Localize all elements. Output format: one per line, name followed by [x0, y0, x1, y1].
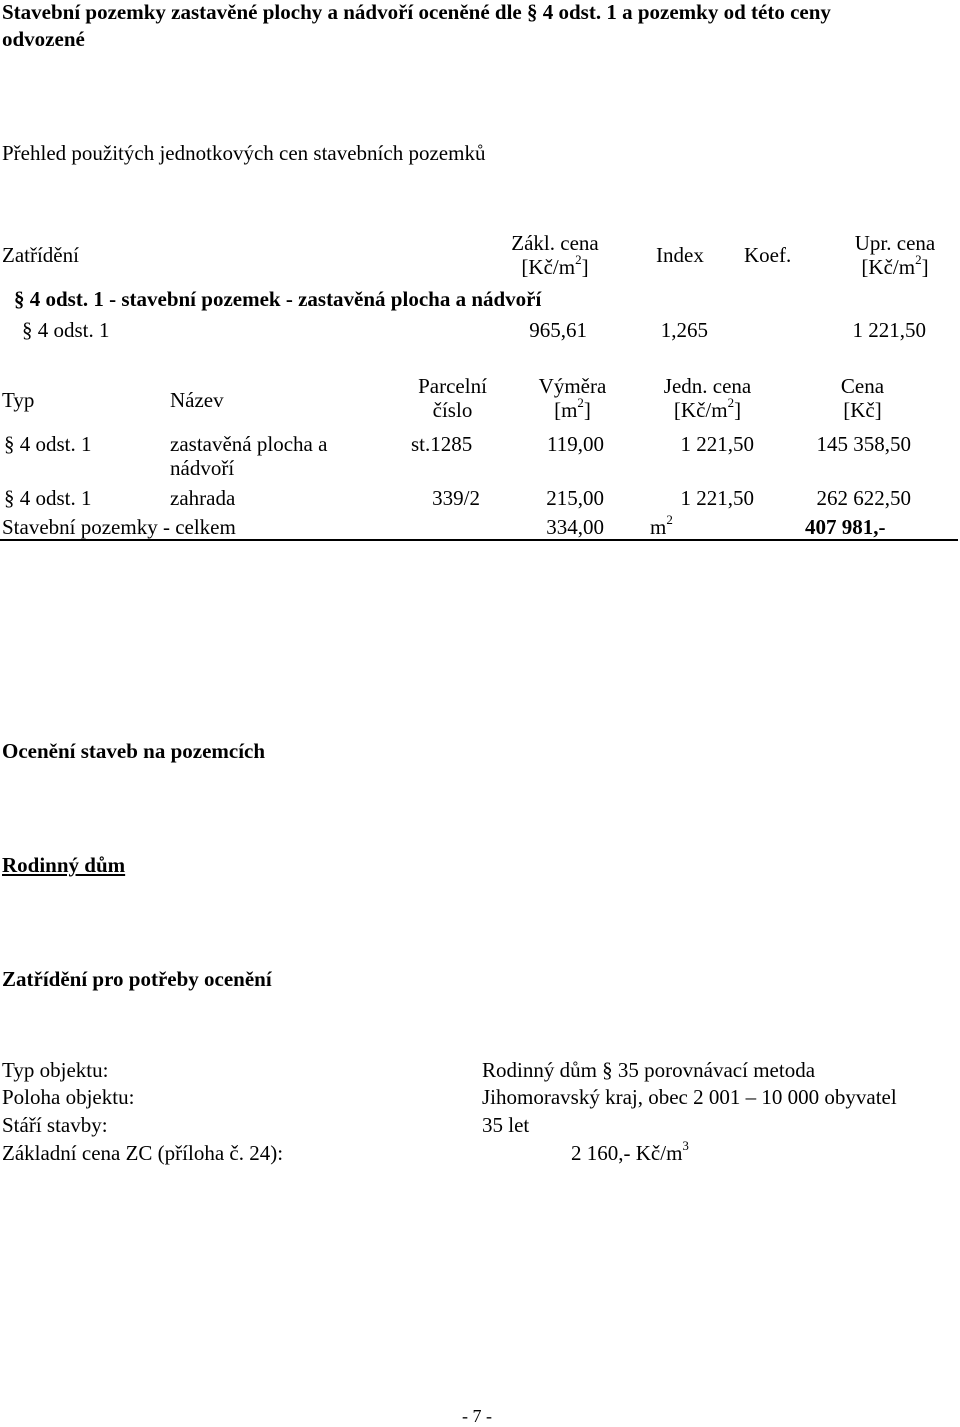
col-header-name: Název — [170, 388, 224, 412]
overview-heading: Přehled použitých jednotkových cen stavebních pozemků — [2, 141, 486, 165]
col-header-category: Zatřídění — [2, 243, 79, 267]
row-parcel: 339/2 — [432, 486, 480, 510]
property-value: Rodinný dům § 35 porovnávací metoda — [482, 1058, 816, 1082]
row-price: 262 622,50 — [816, 486, 911, 510]
price-row-base-price: 965,61 — [529, 318, 587, 342]
section-mark: § — [22, 318, 33, 342]
property-value: Jihomoravský kraj, obec 2 001 – 10 000 obyvatel — [482, 1085, 897, 1109]
total-price: 407 981,- — [805, 515, 886, 539]
row-parcel: st.1285 — [411, 432, 473, 456]
house-heading: Rodinný dům — [2, 853, 126, 877]
row-price: 145 358,50 — [816, 432, 911, 456]
row-unit-price: 1 221,50 — [680, 486, 754, 510]
col-header-area: Výměra $[m^2]$ — [538, 374, 607, 423]
property-value: 2 160,- $Kč/m^3$ — [571, 1138, 689, 1165]
col-header-parcel: Parcelní číslo — [418, 374, 487, 423]
price-row-index: 1,265 — [660, 318, 708, 342]
classification-heading: Zatřídění pro potřeby ocenění — [2, 967, 272, 991]
row-unit-price: 1 221,50 — [680, 432, 754, 456]
section-title-line1: Stavební pozemky zastavěné plochy a nádvoří oceněné dle § 4 odst. 1 a pozemky od této ceny — [2, 0, 831, 24]
price-row-category: § 4 odst. 1 — [22, 318, 110, 342]
row-area: 215,00 — [546, 486, 604, 510]
col-header-base-price: Zákl. cena $[Kč/m^2]$ — [511, 231, 599, 280]
section-mark: § — [4, 486, 15, 510]
col-header-index: Index — [656, 243, 704, 267]
total-area: 334,00 — [546, 515, 604, 539]
section-mark: § — [14, 287, 25, 311]
price-row-adj-price: 1 221,50 — [852, 318, 926, 342]
row-type: § 4 odst. 1 — [4, 486, 92, 510]
row-type: § 4 odst. 1 — [4, 432, 92, 456]
property-label: Základní cena ZC (příloha č. 24): — [2, 1141, 284, 1165]
section-mark: § — [4, 432, 15, 456]
row-name: zahrada — [170, 486, 236, 510]
buildings-heading: Ocenění staveb na pozemcích — [2, 739, 266, 763]
row-name: zastavěná plocha a nádvoří — [170, 432, 328, 481]
total-underline — [0, 539, 958, 541]
total-unit: $m^2$ — [650, 512, 673, 539]
property-label: Typ objektu: — [2, 1058, 109, 1082]
row-area: 119,00 — [547, 432, 604, 456]
property-label: Stáří stavby: — [2, 1113, 108, 1137]
col-header-coef: Koef. — [744, 243, 792, 267]
col-header-adj-price: Upr. cena $[Kč/m^2]$ — [854, 231, 936, 280]
col-header-price: Cena [Kč] — [840, 374, 885, 423]
col-header-type: Typ — [2, 388, 35, 412]
section-title-line2: odvozené — [2, 27, 85, 51]
price-group-label: § 4 odst. 1 - stavební pozemek - zastavěná plocha a nádvoří — [14, 287, 542, 311]
property-label: Poloha objektu: — [2, 1085, 135, 1109]
property-value: 35 let — [482, 1113, 530, 1137]
page-number: - 7 - — [462, 1406, 492, 1426]
col-header-unit-price: Jedn. cena $[Kč/m^2]$ — [663, 374, 752, 423]
total-label: Stavební pozemky - celkem — [2, 515, 236, 539]
